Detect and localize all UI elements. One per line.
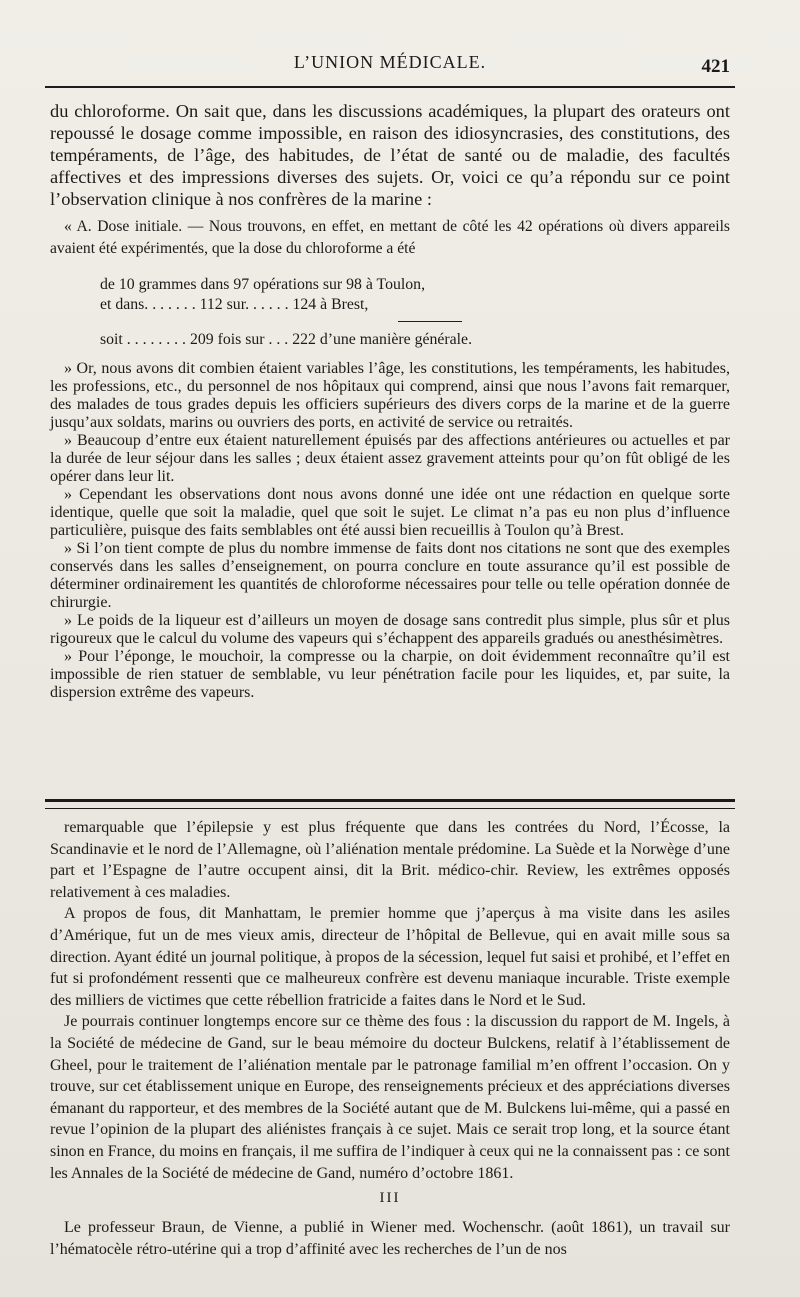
lower-article-section — [50, 817, 730, 1184]
paragraph-conclusion: » Si l’on tient compte de plus du nombre immense de faits dont nos citations ne sont que des exemples conservés dans les salles d’enseignement, on pourra conclure en toute assurance qu’il est possible de déterminer ordinairement les quantités de chloroforme nécessaires pour telle ou telle opération donnée de chirurgie. — [50, 540, 730, 611]
paragraph-gheel: Je pourrais continuer longtemps encore sur ce thème des fous : la discussion du rapport de M. Ingels, à la Société de médecine de Gand, sur le beau mémoire du docteur Bulckens, relatif à l’établissement de Gheel, pour le traitement de l’aliénation mentale par le patronage familial m’en offrent l’occasion. On y trouve, sur cet établissement unique en Europe, des renseignements précieux et des appréciations diverses émanant du rapporteur, et des membres de la Société autant que de M. Bulckens lui-même, qui a passé en revue l’opinion de la plupart des aliénistes français à ce sujet. Mais ce serait trop long, et la source étant sinon en France, du moins en français, il me suffira de l’indiquer à ceux qui ne la connaissent pas : ce sont les Annales de la Société de médecine de Gand, numéro d’octobre 1861. — [50, 1013, 730, 1182]
paragraph-weight-dosing: » Le poids de la liqueur est d’ailleurs un moyen de dosage sans contredit plus simple, plus sûr et plus rigoureux que le calcul du volume des vapeurs qui s’échappent des appareils gradués ou anesthésimètres. — [50, 612, 730, 647]
paragraph-epilepsy: remarquable que l’épilepsie y est plus fréquente que dans les contrées du Nord, l’Écosse, la Scandinavie et le nord de l’Allemagne, où l’aliénation mentale prédomine. La Suède et la Norwège d’une part et l’Espagne de l’autre occupent ainsi, dit la Brit. médico-chir. Review, les extrêmes opposés relativement à ces maladies. — [50, 819, 730, 901]
upper-article-section — [50, 100, 730, 259]
running-title: L’UNION MÉDICALE. — [293, 52, 487, 72]
lead-paragraph: du chloroforme. On sait que, dans les discussions académiques, la plupart des orateurs ont repoussé le dosage comme impossible, en raison des idiosyncrasies, des constitutions, des tempéraments, de l’âge, des habitudes, de l’état de santé ou de maladie, des facultés affectives et des impressions diverses des sujets. Or, voici ce qu’a répondu sur ce point l’observation clinique à nos confrères de la marine : — [50, 101, 730, 209]
paragraph-dispersion: » Pour l’éponge, le mouchoir, la compresse ou la charpie, on doit évidemment reconnaître qu’il est impossible de rien statuer de semblable, vu leur pénétration facile pour les liquides, et, par suite, la dispersion extrême des vapeurs. — [50, 648, 730, 701]
header-rule — [45, 86, 735, 88]
statistics-block — [100, 275, 620, 350]
stat-line-total: soit . . . . . . . . 209 fois sur . . . 222 d’une manière générale. — [100, 331, 473, 348]
section-number: III — [379, 1190, 401, 1206]
paragraph-observations: » Cependant les observations dont nous avons donné une idée ont une rédaction en quelque sorte identique, quelle que soit la maladie, quel que soit le sujet. Le climat n’a pas eu non plus d’influence particulière, puisque des faits semblables ont été aussi bien recueillis à Toulon qu’à Brest. — [50, 486, 730, 539]
page-number: 421 — [701, 56, 730, 77]
statistics-rule — [398, 321, 462, 322]
page-header — [50, 52, 730, 80]
section-divider — [45, 799, 735, 809]
paragraph-exhaustion: » Beaucoup d’entre eux étaient naturellement épuisés par des affections antérieures ou actuelles et par la durée de leur séjour dans les salles ; deux étaient assez gravement atteints pour qu’on fût obligé de les opérer dans leur lit. — [50, 432, 730, 485]
upper-paragraphs — [50, 360, 730, 702]
paragraph-braun: Le professeur Braun, de Vienne, a publié in Wiener med. Wochenschr. (août 1861), un travail sur l’hématocèle rétro-utérine qui a trop d’affinité avec les recherches de l’un de nos — [50, 1219, 730, 1258]
footer-paragraph — [50, 1217, 730, 1260]
stat-line-brest: et dans. . . . . . . 112 sur. . . . . . 124 à Brest, — [100, 296, 369, 313]
paragraph-variability: » Or, nous avons dit combien étaient variables l’âge, les constitutions, les tempéraments, les habitudes, les professions, etc., du personnel de nos hôpitaux qui comprend, ainsi que nous l’avons fait remarquer, des malades de tous grades depuis les officiers supérieurs des divers corps de la marine et de la guerre jusqu’aux soldats, marins ou ouvriers des ports, en activité de service ou retraités. — [50, 360, 730, 431]
quote-intro: « A. Dose initiale. — Nous trouvons, en effet, en mettant de côté les 42 opérations où divers appareils avaient été expérimentés, que la dose du chloroforme a été — [50, 218, 730, 257]
paragraph-manhattam: A propos de fous, dit Manhattam, le premier homme que j’aperçus à ma visite dans les asiles d’Amérique, fut un de mes vieux amis, directeur de l’hôpital de Bellevue, qui en avait mille sous sa direction. Ayant édité un journal politique, à propos de la sécession, lequel fut saisi et prohibé, et l’effet en fut si profondément ressenti que ce malheureux confrère est devenu maniaque incurable. Triste exemple des milliers de victimes que cette rébellion fratricide a faites dans le Nord et le Sud. — [50, 905, 730, 1009]
stat-line-toulon: de 10 grammes dans 97 opérations sur 98 à Toulon, — [100, 276, 426, 293]
